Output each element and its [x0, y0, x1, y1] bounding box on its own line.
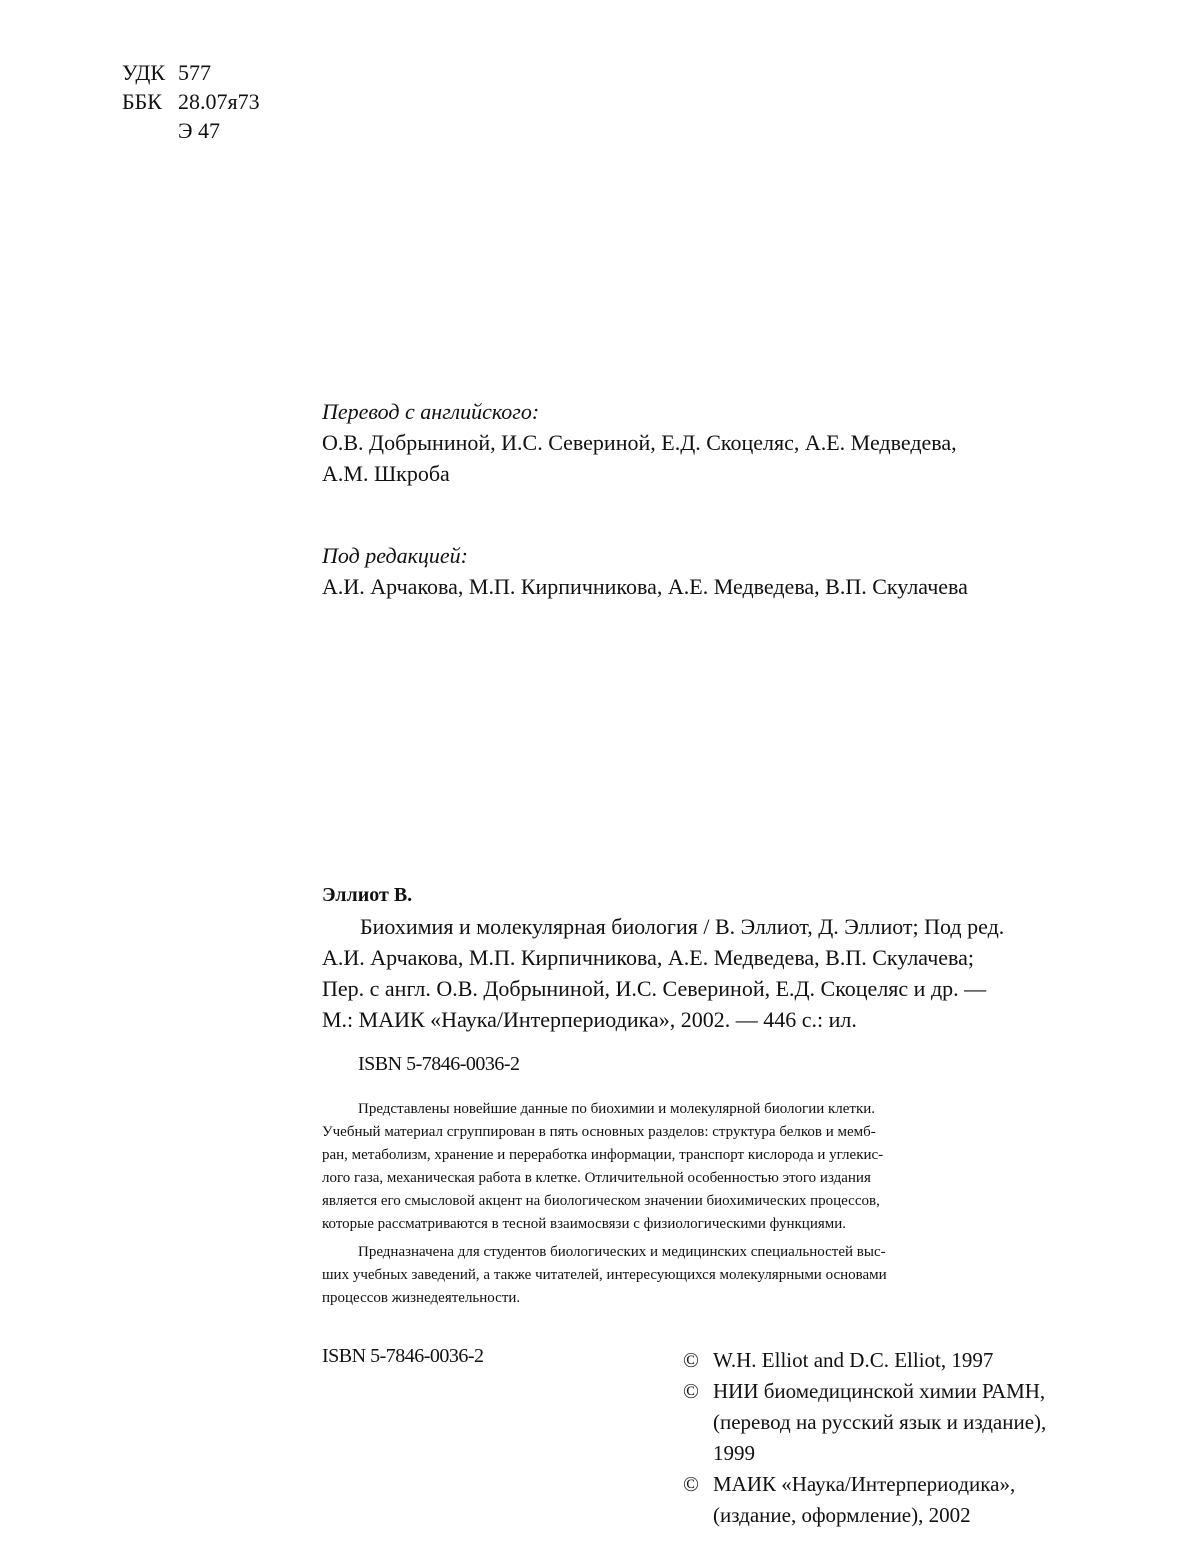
copyright-line: (издание, оформление), 2002 — [713, 1500, 971, 1531]
bib-line: А.И. Арчакова, М.П. Кирпичникова, А.Е. Медведева, В.П. Скулачева; — [322, 942, 1084, 973]
copyright-item — [683, 1376, 1093, 1469]
udk-value: 577 — [178, 58, 211, 87]
classification-codes — [122, 58, 260, 145]
copyright-icon: © — [683, 1345, 713, 1376]
translation-heading: Перевод с английского: — [322, 396, 1084, 427]
editors-block — [322, 540, 1084, 602]
annotation-line: лого газа, механическая работа в клетке. Отличительной особенностью этого издания — [322, 1167, 1084, 1190]
author-mark: Э 47 — [178, 116, 220, 145]
annotation-line: Предназначена для студентов биологических и медицинских специальностей выс- — [322, 1241, 1084, 1264]
copyright-line: 1999 — [713, 1438, 755, 1469]
editors-names: А.И. Арчакова, М.П. Кирпичникова, А.Е. Медведева, В.П. Скулачева — [322, 571, 1084, 602]
annotation — [322, 1098, 1084, 1310]
copyright-line: НИИ биомедицинской химии РАМН, — [713, 1376, 1045, 1407]
annotation-line: процессов жизнедеятельности. — [322, 1287, 1084, 1310]
copyright-line: (перевод на русский язык и издание), — [713, 1407, 1046, 1438]
bib-line: Биохимия и молекулярная биология / В. Эллиот, Д. Эллиот; Под ред. — [322, 911, 1084, 942]
annotation-line: является его смысловой акцент на биологическом значении биохимических процессов, — [322, 1190, 1084, 1213]
udk-label: УДК — [122, 58, 178, 87]
bib-author: Эллиот В. — [322, 880, 1084, 911]
footer-isbn: ISBN 5-7846-0036-2 — [322, 1345, 484, 1368]
copyright-icon: © — [683, 1376, 713, 1407]
udk-row — [122, 58, 260, 87]
bbk-value: 28.07я73 — [178, 87, 260, 116]
copyright-icon: © — [683, 1469, 713, 1500]
annotation-line: ран, метаболизм, хранение и переработка информации, транспорт кислорода и углекис- — [322, 1144, 1084, 1167]
bib-line: Пер. с англ. О.В. Добрыниной, И.С. Севериной, Е.Д. Скоцеляс и др. — — [322, 973, 1084, 1004]
bbk-label: ББК — [122, 87, 178, 116]
bib-isbn: ISBN 5-7846-0036-2 — [358, 1053, 520, 1076]
annotation-line: Учебный материал сгруппирован в пять основных разделов: структура белков и мемб- — [322, 1121, 1084, 1144]
bib-line: М.: МАИК «Наука/Интерпериодика», 2002. — 446 с.: ил. — [322, 1004, 1084, 1035]
author-mark-row — [122, 116, 260, 145]
editors-heading: Под редакцией: — [322, 540, 1084, 571]
annotation-line: ших учебных заведений, а также читателей, интересующихся молекулярными основами — [322, 1264, 1084, 1287]
annotation-line: которые рассматриваются в тесной взаимосвязи с физиологическими функциями. — [322, 1213, 1084, 1236]
annotation-paragraph-2 — [322, 1241, 1084, 1310]
bbk-row — [122, 87, 260, 116]
copyright-line: МАИК «Наука/Интерпериодика», — [713, 1469, 1015, 1500]
bibliographic-entry — [322, 880, 1084, 1035]
copyright-notices — [683, 1345, 1093, 1531]
annotation-line: Представлены новейшие данные по биохимии и молекулярной биологии клетки. — [322, 1098, 1084, 1121]
copyright-item — [683, 1345, 1093, 1376]
annotation-paragraph-1 — [322, 1098, 1084, 1236]
translators-line-1: О.В. Добрыниной, И.С. Севериной, Е.Д. Скоцеляс, А.Е. Медведева, — [322, 427, 1084, 458]
copyright-item — [683, 1469, 1093, 1531]
copyright-line: W.H. Elliot and D.C. Elliot, 1997 — [713, 1345, 993, 1376]
translation-block — [322, 396, 1084, 489]
translators-line-2: А.М. Шкроба — [322, 458, 1084, 489]
